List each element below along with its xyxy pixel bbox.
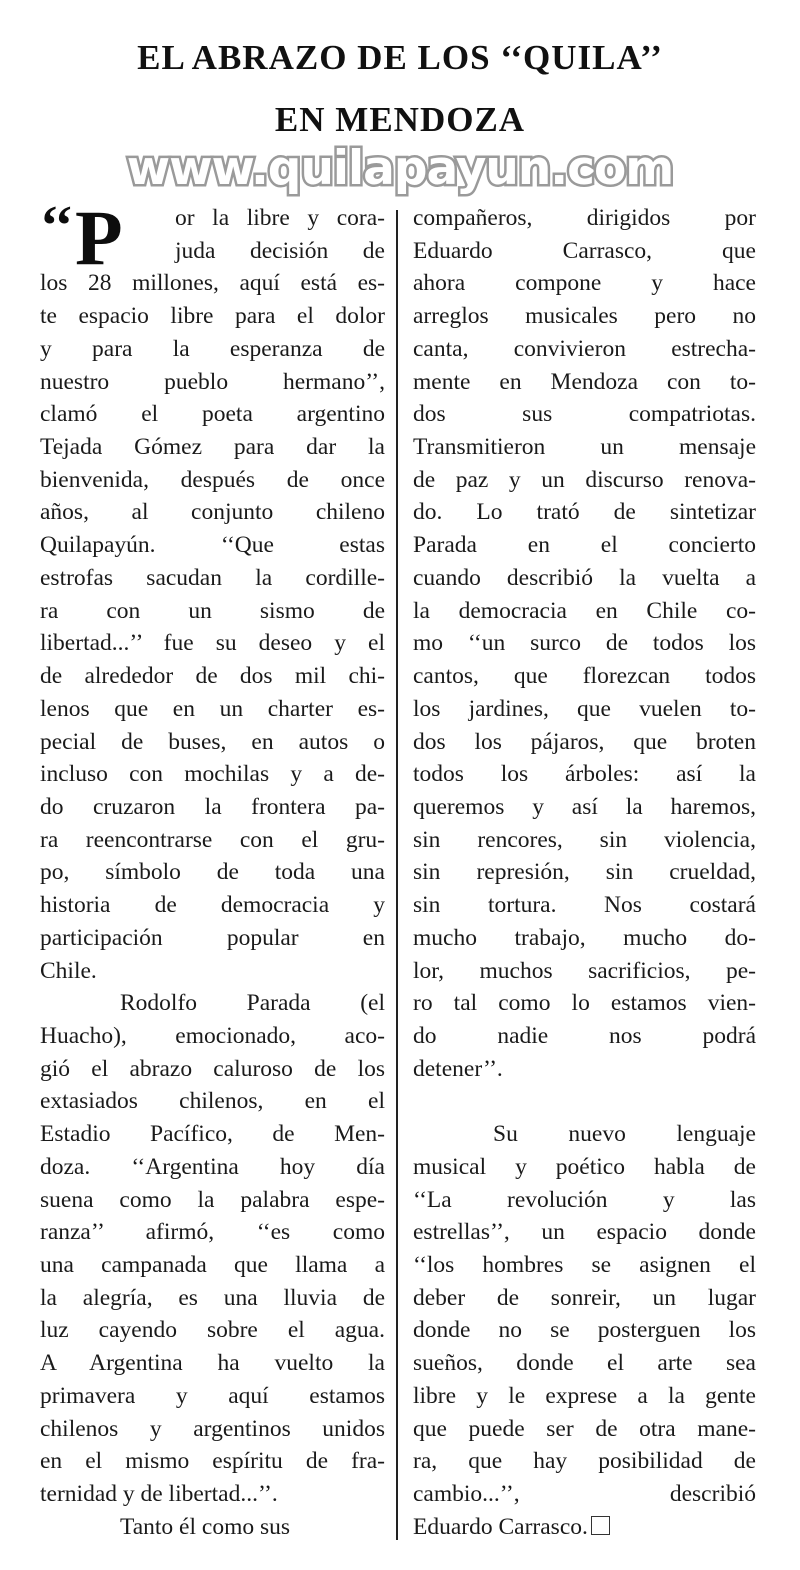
- end-of-article-box-icon: [591, 1516, 610, 1535]
- text-line: do cruzaron la frontera pa-: [40, 793, 385, 820]
- text-line: ra con un sismo de: [40, 597, 385, 624]
- text-line: participación popular en: [40, 924, 385, 951]
- text-line: Quilapayún. ‘‘Que estas: [40, 532, 385, 559]
- text-line: de paz y un discurso renova-: [413, 466, 756, 493]
- text-line: juda decisión de: [175, 237, 385, 264]
- text-line: compañeros, dirigidos por: [413, 205, 756, 231]
- text-line: detener’’.: [413, 1055, 503, 1082]
- text-line: chilenos y argentinos unidos: [40, 1415, 385, 1442]
- text-line: sin represión, sin crueldad,: [413, 859, 756, 886]
- text-line: Estadio Pacífico, de Men-: [40, 1121, 385, 1148]
- text-line: una campanada que llama a: [40, 1252, 385, 1279]
- text-line: Transmitieron un mensaje: [413, 434, 756, 461]
- text-line: los jardines, que vuelen to-: [413, 695, 756, 722]
- text-line: Eduardo Carrasco.: [413, 1511, 756, 1543]
- text-line: Eduardo Carrasco, que: [413, 237, 756, 264]
- text-line: ra reencontrarse con el gru-: [40, 826, 385, 853]
- text-line: lor, muchos sacrificios, pe-: [413, 957, 756, 984]
- text-line: años, al conjunto chileno: [40, 499, 385, 526]
- text-line: musical y poético habla de: [413, 1153, 756, 1180]
- text-line: deber de sonreir, un lugar: [413, 1284, 756, 1311]
- text-line: ro tal como lo estamos vien-: [413, 990, 756, 1017]
- text-line: cantos, que florezcan todos: [413, 663, 756, 690]
- drop-cap: P: [75, 194, 123, 281]
- text-line: ternidad y de libertad...’’.: [40, 1481, 278, 1508]
- text-line: y para la esperanza de: [40, 335, 385, 362]
- text-line: dos sus compatriotas.: [413, 401, 756, 428]
- text-line: estrellas’’, un espacio donde: [413, 1219, 756, 1246]
- text-line: suena como la palabra espe-: [40, 1186, 385, 1213]
- text-line: libertad...’’ fue su deseo y el: [40, 630, 385, 657]
- text-line: sueños, donde el arte sea: [413, 1350, 756, 1377]
- text-line: mo ‘‘un surco de todos los: [413, 630, 756, 657]
- text-line: la democracia en Chile co-: [413, 597, 756, 624]
- text-line: primavera y aquí estamos: [40, 1382, 385, 1409]
- text-line: todos los árboles: así la: [413, 761, 756, 788]
- text-line: te espacio libre para el dolor: [40, 303, 385, 330]
- text-line: clamó el poeta argentino: [40, 401, 385, 428]
- watermark-url: www.quilapayun.com: [126, 141, 674, 196]
- text-line: incluso con mochilas y a de-: [40, 761, 385, 788]
- text-line: queremos y así la haremos,: [413, 793, 756, 820]
- text-line: sin rencores, sin violencia,: [413, 826, 756, 853]
- text-line: Parada en el concierto: [413, 532, 756, 559]
- text-line: ‘‘La revolución y las: [413, 1186, 756, 1213]
- text-line: lenos que en un charter es-: [40, 695, 385, 722]
- text-line: Tanto él como sus: [120, 1513, 291, 1540]
- text-line: ahora compone y hace: [413, 270, 756, 297]
- text-line: mente en Mendoza con to-: [413, 368, 756, 395]
- text-line: sin tortura. Nos costará: [413, 892, 756, 919]
- text-line: que puede ser de otra mane-: [413, 1415, 756, 1442]
- column-divider: [396, 210, 398, 1540]
- text-line: ranza’’ afirmó, ‘‘es como: [40, 1219, 385, 1246]
- text-line: do nadie nos podrá: [413, 1023, 756, 1049]
- text-line: [413, 1085, 756, 1117]
- text-line: nuestro pueblo hermano’’,: [40, 368, 385, 395]
- text-line: Chile.: [40, 957, 97, 984]
- headline-line-1: EL ABRAZO DE LOS ‘‘QUILA’’: [137, 38, 663, 77]
- text-line: doza. ‘‘Argentina hoy día: [40, 1153, 385, 1180]
- text-line: A Argentina ha vuelto la: [40, 1350, 385, 1377]
- text-line: canta, convivieron estrecha-: [413, 335, 756, 362]
- text-line: extasiados chilenos, en el: [40, 1088, 385, 1115]
- text-line: pecial de buses, en autos o: [40, 728, 385, 755]
- headline-line-2: EN MENDOZA: [274, 100, 526, 139]
- text-line: Tejada Gómez para dar la: [40, 434, 385, 461]
- text-line: estrofas sacudan la cordille-: [40, 564, 385, 591]
- text-line: historia de democracia y: [40, 892, 385, 919]
- text-line: libre y le exprese a la gente: [413, 1382, 756, 1409]
- text-line: cambio...’’, describió: [413, 1481, 756, 1508]
- text-line: or la libre y cora-: [175, 205, 385, 231]
- text-line: ra, que hay posibilidad de: [413, 1448, 756, 1475]
- text-line: los 28 millones, aquí está es-: [40, 270, 385, 297]
- text-line: cuando describió la vuelta a: [413, 564, 756, 591]
- text-line: donde no se posterguen los: [413, 1317, 756, 1344]
- drop-quote-mark: ‘‘: [40, 195, 74, 257]
- text-line: do. Lo trató de sintetizar: [413, 499, 756, 526]
- text-line: po, símbolo de toda una: [40, 859, 385, 886]
- text-line: en el mismo espíritu de fra-: [40, 1448, 385, 1475]
- text-line: mucho trabajo, mucho do-: [413, 924, 756, 951]
- text-line: Huacho), emocionado, aco-: [40, 1023, 385, 1049]
- text-line: Rodolfo Parada (el: [120, 990, 385, 1017]
- text-line: gió el abrazo caluroso de los: [40, 1055, 385, 1082]
- text-line: arreglos musicales pero no: [413, 303, 756, 330]
- text-line: de alrededor de dos mil chi-: [40, 663, 385, 690]
- text-line: Su nuevo lenguaje: [493, 1121, 756, 1148]
- text-line: dos los pájaros, que broten: [413, 728, 756, 755]
- text-line: ‘‘los hombres se asignen el: [413, 1252, 756, 1279]
- text-line: luz cayendo sobre el agua.: [40, 1317, 385, 1344]
- text-line: bienvenida, después de once: [40, 466, 385, 493]
- text-line: la alegría, es una lluvia de: [40, 1284, 385, 1311]
